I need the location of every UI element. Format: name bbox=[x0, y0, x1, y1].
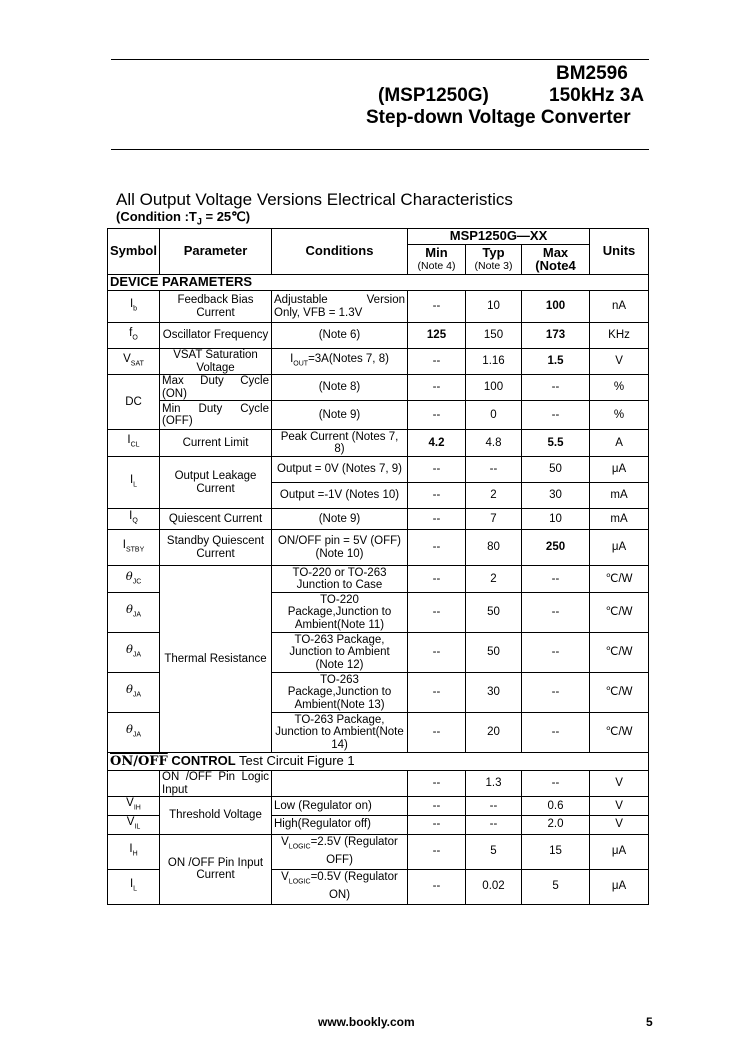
table-row: $f_O$ Oscillator Frequency (Note 6) 125 150 173 KHz bbox=[108, 323, 649, 349]
table-header-row bbox=[108, 229, 649, 245]
col-group: MSP1250G—XX bbox=[408, 229, 590, 245]
table-row: $V_{SAT}$ VSAT Saturation Voltage $I_{OUT}=3A(Notes$ 7, 8) -- 1.16 1.5 V bbox=[108, 349, 649, 375]
table-row: $I_Q$ Quiescent Current (Note 9) -- 7 10 mA bbox=[108, 509, 649, 530]
alt-part-number: (MSP1250G) bbox=[378, 85, 489, 106]
table-row: $V_{IH}$ Threshold Voltage Low (Regulator on) -- -- 0.6 V bbox=[108, 797, 649, 816]
header-rule-top bbox=[111, 59, 649, 60]
table-row: $\theta_{JC}$ Thermal Resistance TO-220 or TO-263 Junction to Case -- 2 -- ℃/W bbox=[108, 566, 649, 593]
footer-url[interactable]: www.bookly.com bbox=[318, 1015, 415, 1029]
table-row: $I_L$ Output Leakage Current Output = 0V (Notes 7, 9) -- -- 50 μA bbox=[108, 457, 649, 483]
table-row: DC Max Duty Cycle (ON) (Note 8) -- 100 -- % bbox=[108, 375, 649, 401]
test-condition: (Condition $:T_J$ = 25℃) bbox=[116, 209, 251, 227]
col-typ: Typ (Note 3) bbox=[466, 245, 522, 275]
table-row: $\theta_{JA}$ TO-263 Package,Junction to Ambient(Note 13) -- 30 -- ℃/W bbox=[108, 673, 649, 713]
section-title: All Output Voltage Versions Electrical Characteristics bbox=[116, 190, 513, 209]
table-row: $I_{CL}$ Current Limit Peak Current (Notes 7, 8) 4.2 4.8 5.5 A bbox=[108, 430, 649, 457]
part-number: BM2596 bbox=[556, 63, 628, 84]
col-max: Max (Note4 bbox=[522, 245, 590, 275]
table-row: Output =-1V (Notes 10) -- 2 30 mA bbox=[108, 483, 649, 509]
col-conditions: Conditions bbox=[272, 229, 408, 275]
doc-subtitle: Step-down Voltage Converter bbox=[366, 107, 631, 128]
page-number: 5 bbox=[646, 1015, 653, 1029]
table-row: $V_{IL}$ High(Regulator off) -- -- 2.0 V bbox=[108, 815, 649, 834]
table-row: $\theta_{JA}$ TO-263 Package, Junction to Ambient(Note 14) -- 20 -- ℃/W bbox=[108, 713, 649, 753]
col-parameter: Parameter bbox=[160, 229, 272, 275]
col-symbol: Symbol bbox=[108, 229, 160, 275]
table-row: $I_b$ Feedback Bias Current Adjustable Version Only, VFB = 1.3V -- 10 100 nA bbox=[108, 291, 649, 323]
table-row: $I_L$ $V_{LOGIC}=0.5V$ (Regulator ON) -- 0.02 5 μA bbox=[108, 869, 649, 904]
col-units: Units bbox=[590, 229, 649, 275]
section-row-device: DEVICE PARAMETERS bbox=[108, 275, 649, 291]
electrical-characteristics-table bbox=[107, 228, 649, 905]
table-row: $I_{STBY}$ Standby Quiescent Current ON/OFF pin = 5V (OFF) (Note 10) -- 80 250 μA bbox=[108, 530, 649, 566]
section-row-onoff: ON/OFF CONTROL Test Circuit Figure 1 bbox=[108, 753, 649, 771]
table-row: $\theta_{JA}$ TO-220 Package,Junction to Ambient(Note 11) -- 50 -- ℃/W bbox=[108, 593, 649, 633]
table-row: Min Duty Cycle (OFF) (Note 9) -- 0 -- % bbox=[108, 401, 649, 430]
spec-summary: 150kHz 3A bbox=[549, 85, 645, 106]
table-row: ON /OFF Pin Logic Input -- 1.3 -- V bbox=[108, 771, 649, 797]
table-row: $I_H$ ON /OFF Pin Input Current $V_{LOGIC}=2.5V$ (Regulator OFF) -- 5 15 μA bbox=[108, 834, 649, 869]
header-rule-bottom bbox=[111, 149, 649, 150]
table-row: $\theta_{JA}$ TO-263 Package, Junction to Ambient (Note 12) -- 50 -- ℃/W bbox=[108, 633, 649, 673]
col-min: Min (Note 4) bbox=[408, 245, 466, 275]
